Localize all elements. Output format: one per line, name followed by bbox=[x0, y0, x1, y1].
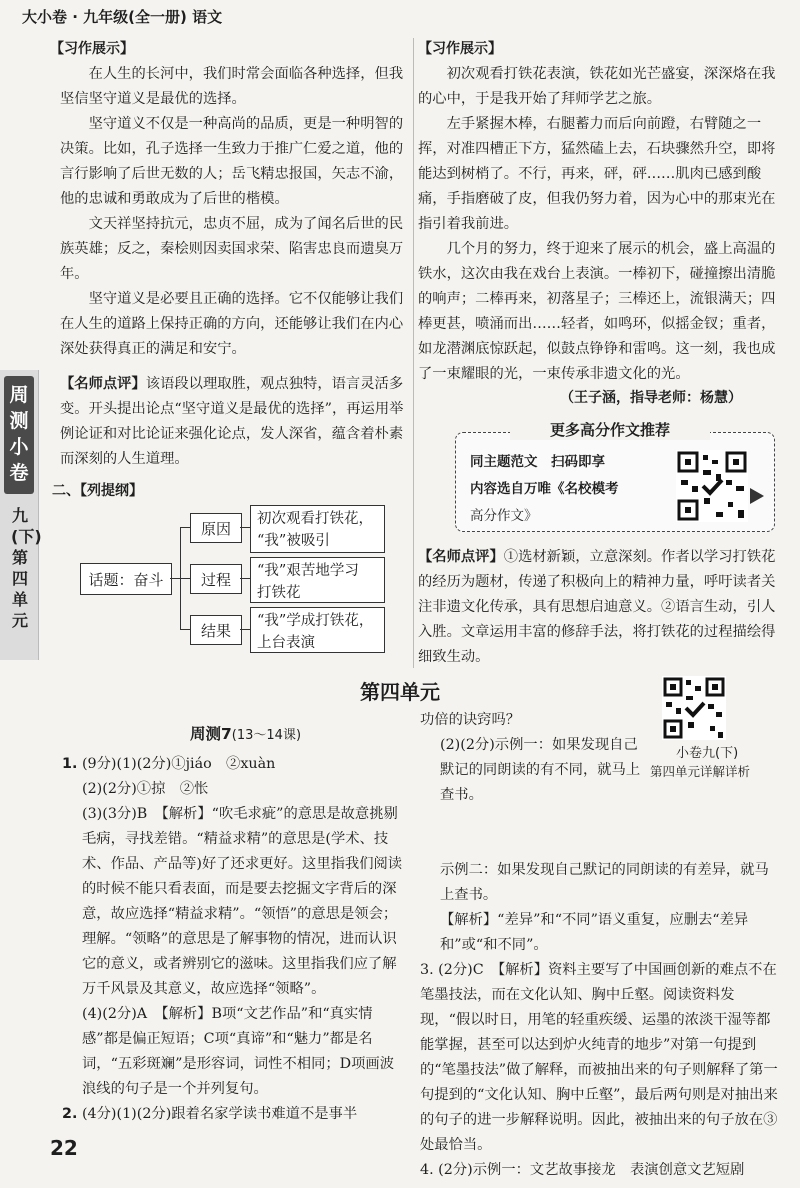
left-essay-p2: 坚守道义不仅是一种高尚的品质，更是一种明智的决策。比如，孔子选择一生致力于推广仁爱之道，他的言行影响了后世无数的人；岳飞精忠报国，矢志不渝，他的忠诚和勇敢成为了后世的楷模。 bbox=[60, 116, 404, 207]
answer-text: (2)(2分)①掠 ②怅 bbox=[82, 781, 209, 797]
leaf-line: “我”学成打铁花， bbox=[257, 613, 374, 629]
leaf-line: 初次观看打铁花， bbox=[257, 511, 373, 527]
connector bbox=[170, 578, 180, 579]
connector bbox=[240, 527, 250, 528]
left-essay bbox=[60, 62, 405, 362]
answer-text: (9分)(1)(2分)①jiáo ②xuàn bbox=[81, 756, 276, 772]
leaf-line: 打铁花 bbox=[257, 585, 301, 601]
mindmap-node-process: 过程 bbox=[190, 564, 242, 594]
left-comment bbox=[60, 372, 405, 472]
leaf-line: “我”被吸引 bbox=[257, 533, 330, 549]
right-credit: （王子涵，指导老师：杨慧） bbox=[560, 390, 742, 406]
week-title bbox=[190, 722, 301, 744]
answers-right-q3 bbox=[420, 958, 778, 1183]
side-tab-bottom bbox=[8, 505, 42, 631]
answer-item bbox=[62, 777, 407, 802]
qr-caption-2: 第四单元详解详析 bbox=[650, 764, 751, 779]
answers-right bbox=[440, 858, 780, 958]
mindmap-node-reason: 原因 bbox=[190, 513, 242, 543]
side-tab-top bbox=[4, 376, 34, 494]
promo-line-1: 同主题范文 扫码即享 bbox=[470, 454, 605, 470]
right-essay-p3: 几个月的努力，终于迎来了展示的机会，盛上高温的铁水，这次由我在戏台上表演。一棒初下，碰撞擦出清脆的响声；二棒再来，初落星子；三棒还上，流银满天；四棒更甚，喷涌而出……轻者，如鸣环，似摇金钗；重者，如龙潜渊底惊跃起，似鼓点铮铮和雷鸣。这一刻，我也成了一束耀眼的光，一束传承非遗文化的光。 bbox=[418, 241, 776, 382]
answer-item bbox=[62, 752, 407, 777]
promo-title: 更多高分作文推荐 bbox=[510, 419, 710, 440]
left-comment-label: 【名师点评】 bbox=[60, 376, 146, 392]
left-essay-p1: 在人生的长河中，我们时常会面临各种选择，但我坚信坚守道义是最优的选择。 bbox=[60, 66, 404, 107]
right-comment-label: 【名师点评】 bbox=[418, 549, 504, 565]
right-essay-p2: 左手紧握木棒，右腿蓄力而后向前蹬，右臂随之一挥，对准四槽正下方，猛然磕上去，石块骤然升空，即将能达到树梢了。不行，再来，砰，砰……肌肉已感到酸痛，手指磨破了皮，但我仍努力着，因为心中的那束光在指引着我前进。 bbox=[418, 116, 776, 232]
connector bbox=[180, 527, 190, 528]
promo-qr-code[interactable] bbox=[676, 450, 748, 522]
left-essay-p4: 坚守道义是必要且正确的选择。它不仅能够让我们在人生的道路上保持正确的方向，还能够让我们在内心深处获得真正的满足和安宁。 bbox=[60, 291, 404, 357]
answer-num: 1. bbox=[62, 756, 78, 772]
right-essay bbox=[418, 62, 778, 387]
arrow-icon bbox=[750, 488, 764, 504]
answer-item bbox=[440, 858, 780, 908]
answer-text: 功倍的诀窍吗？ bbox=[420, 712, 521, 728]
left-comment-text: 该语段以理取胜，观点独特，语言灵活多变。开头提出论点“坚守道义是最优的选择”，再运用举例论证和对比论证来强化论点，发人深省，蕴含着朴素而深刻的人生道理。 bbox=[60, 376, 404, 467]
mindmap-leaf-reason bbox=[250, 505, 385, 553]
connector bbox=[180, 629, 190, 630]
answer-item bbox=[420, 958, 778, 1158]
promo-line-3: 高分作文》 bbox=[470, 508, 538, 524]
qr-caption-1: 小卷九(下) bbox=[676, 746, 739, 761]
answer-item bbox=[420, 708, 645, 733]
left-section-label: 【习作展示】 bbox=[50, 41, 134, 57]
connector bbox=[240, 629, 250, 630]
unit-qr-code[interactable] bbox=[662, 676, 726, 740]
answer-text: (4分)(1)(2分)跟着名家学读书难道不是事半 bbox=[81, 1106, 358, 1122]
column-divider bbox=[413, 38, 414, 668]
mindmap-leaf-process bbox=[250, 557, 385, 603]
answer-text: 【解析】“差异”和“不同”语义重复，应删去“差异和”或“和不同”。 bbox=[440, 912, 749, 953]
week-title-text: 周测7 bbox=[190, 725, 232, 743]
right-essay-p1: 初次观看打铁花表演，铁花如光芒盛宴，深深烙在我的心中，于是我开始了拜师学艺之旅。 bbox=[418, 66, 776, 107]
side-tab-bottom-text: 九(下) 第四单元 bbox=[11, 506, 42, 630]
answers-right-narrow bbox=[440, 733, 645, 808]
header-title: 大小卷 · 九年级(全一册) 语文 bbox=[22, 8, 223, 26]
answers-left bbox=[62, 752, 407, 1127]
outline-mindmap bbox=[75, 505, 410, 655]
answer-text: (4)(2分)A 【解析】B项“文艺作品”和“真实情感”都是偏正短语；C项“真谛”和“魅力”都是名词，“五彩斑斓”是形容词，词性不相同；D项画波浪线的句子是一个并列复句。 bbox=[82, 1006, 395, 1097]
mindmap-leaf-result bbox=[250, 607, 385, 653]
week-range: (13～14课) bbox=[231, 728, 302, 743]
outline-label: 二、【列提纲】 bbox=[52, 483, 143, 499]
right-comment-text: ①选材新颖，立意深刻。作者以学习打铁花的经历为题材，传递了积极向上的精神力量，呼吁读者关注非遗文化传承，具有思想启迪意义。②语言生动，引人入胜。文章运用丰富的修辞手法，将打铁花的过程描绘得细致生动。 bbox=[418, 549, 776, 665]
unit-title: 第四单元 bbox=[360, 680, 440, 704]
mindmap-node-result: 结果 bbox=[190, 615, 242, 645]
answer-item bbox=[62, 1002, 407, 1102]
answers-right-top bbox=[420, 708, 645, 733]
leaf-line: 上台表演 bbox=[257, 635, 315, 651]
left-essay-p3: 文天祥坚持抗元，忠贞不屈，成为了闻名后世的民族英雄；反之，秦桧则因卖国求荣、陷害忠良而遗臭万年。 bbox=[60, 216, 404, 282]
answer-item bbox=[440, 733, 645, 808]
mindmap-root: 话题：奋斗 bbox=[80, 563, 172, 595]
answer-text: (3)(3分)B 【解析】“吹毛求疵”的意思是故意挑剔毛病，寻找差错。“精益求精”的意思是(学术、技术、作品、产品等)好了还求更好。这里指我们阅读的时候不能只看表面，而是要去挖掘文字背后的深意，故应选择“精益求精”。“领悟”的意思是领会；理解。“领略”的意思是了解事物的情况，进而认识它的意义，或者辨别它的滋味。这里指我们应了解万千风景及其意义，故应选择“领略”。 bbox=[82, 806, 403, 997]
answer-text: 3. (2分)C 【解析】资料主要写了中国画创新的难点不在笔墨技法，而在文化认知、胸中丘壑。阅读资料发现，“假以时日，用笔的轻重疾缓、运墨的浓淡干湿等都能掌握，甚至可以达到炉火纯青的地步”对第一句提到的“笔墨技法”做了解释，而被抽出来的句子则解释了第一句提到的“文化认知、胸中丘壑”，最后两句则是对抽出来的句子的进一步解释说明。因此，被抽出来的句子放在③处最恰当。 bbox=[420, 962, 778, 1153]
connector bbox=[240, 578, 250, 579]
promo-line-2: 内容选自万唯《名校模考 bbox=[470, 481, 619, 497]
leaf-line: “我”艰苦地学习 bbox=[257, 563, 359, 579]
page-number: 22 bbox=[50, 1136, 78, 1160]
connector bbox=[180, 578, 190, 579]
right-section-label: 【习作展示】 bbox=[418, 41, 502, 57]
answer-item bbox=[62, 802, 407, 1002]
side-tab-top-text: 周测小卷 bbox=[9, 384, 29, 484]
answer-num: 2. bbox=[62, 1106, 78, 1122]
answer-text: 4. (2分)示例一：文艺故事接龙 表演创意文艺短剧 bbox=[420, 1162, 745, 1178]
answer-text: 示例二：如果发现自己默记的同朗读的有差异，就马上查书。 bbox=[440, 862, 769, 903]
answer-text: (2)(2分)示例一：如果发现自己默记的同朗读的有不同，就马上查书。 bbox=[440, 737, 641, 803]
right-comment bbox=[418, 545, 778, 670]
answer-item bbox=[420, 1158, 778, 1183]
answer-item bbox=[440, 908, 780, 958]
answer-item bbox=[62, 1102, 407, 1127]
